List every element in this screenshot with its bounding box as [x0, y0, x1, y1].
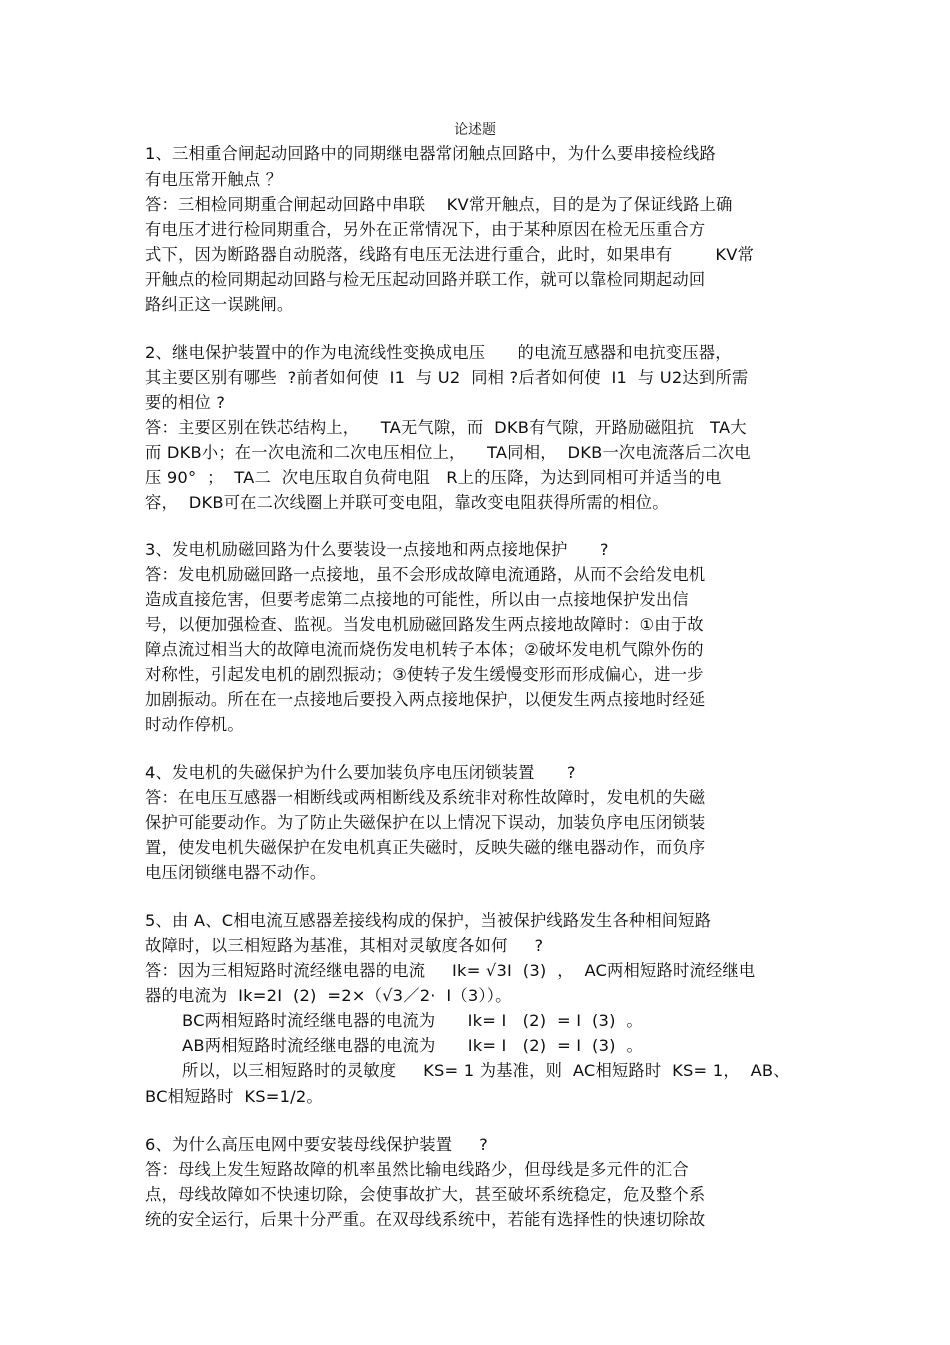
a1-line-5: 路纠正这一误跳闸。 [145, 295, 294, 314]
q2-line-3: 要的相位 ? [145, 393, 226, 412]
q1-line-2: 有电压常开触点 ？ [145, 170, 283, 189]
a4-line-4: 电压闭锁继电器不动作。 [145, 863, 327, 882]
a1-line-2: 有电压才进行检同期重合，另外在正常情况下，由于某种原因在检无压重合方 [145, 220, 706, 239]
a2-line-3: 压 90° ； TA二 次电压取自负荷电阻 R上的压降，为达到同相可并适当的电 [145, 468, 722, 487]
a2-line-1: 答：主要区别在铁芯结构上， TA无气隙，而 DKB有气隙，开路励磁阻抗 TA大 [145, 418, 747, 437]
a3-line-3: 号，以便加强检查、监视。当发电机励磁回路发生两点接地故障时：①由于故 [145, 615, 704, 634]
q5-line-1: 5、由 A、C相电流互感器差接线构成的保护，当被保护线路发生各种相间短路 [145, 911, 712, 930]
a5-line-2: 器的电流为 Ik=2I (2) =2×（√3／2· I（3））。 [145, 986, 512, 1005]
a4-line-3: 置，使发电机失磁保护在发电机真正失磁时，反映失磁的继电器动作，而负序 [145, 838, 706, 857]
a1-line-3: 式下，因为断路器自动脱落，线路有电压无法进行重合，此时，如果串有 KV常 [145, 245, 755, 264]
a4-line-2: 保护可能要动作。为了防止失磁保护在以上情况下误动，加装负序电压闭锁装 [145, 813, 706, 832]
a5-line-3: BC两相短路时流经继电器的电流为 Ik= I (2) = I (3) 。 [182, 1011, 643, 1030]
a5-line-4: AB两相短路时流经继电器的电流为 Ik= I (2) = I (3) 。 [182, 1036, 643, 1055]
a3-line-4: 障点流过相当大的故障电流而烧伤发电机转子本体；②破坏发电机气隙外伤的 [145, 640, 704, 659]
q4-line-1: 4、发电机的失磁保护为什么要加装负序电压闭锁装置 ? [145, 763, 576, 782]
document-title: 论述题 [454, 122, 496, 138]
a4-line-1: 答：在电压互感器一相断线或两相断线及系统非对称性故障时，发电机的失磁 [145, 788, 706, 807]
a6-line-1: 答：母线上发生短路故障的机率虽然比输电线路少，但母线是多元件的汇合 [145, 1160, 689, 1179]
a3-line-7: 时动作停机。 [145, 715, 244, 734]
a5-line-6: BC相短路时 KS=1/2。 [145, 1087, 323, 1106]
q6-line-1: 6、为什么高压电网中要安装母线保护装置 ? [145, 1135, 488, 1154]
q5-line-2: 故障时，以三相短路为基准，其相对灵敏度各如何 ? [145, 936, 544, 955]
a3-line-2: 造成直接危害，但要考虑第二点接地的可能性，所以由一点接地保护发出信 [145, 590, 689, 609]
q2-line-1: 2、继电保护装置中的作为电流线性变换成电压 的电流互感器和电抗变压器， [145, 343, 732, 362]
a6-line-2: 点，母线故障如不快速切除，会使事故扩大，甚至破坏系统稳定，危及整个系 [145, 1185, 706, 1204]
a2-line-4: 容， DKB可在二次线圈上并联可变电阻，靠改变电阻获得所需的相位。 [145, 493, 669, 512]
q2-line-2: 其主要区别有哪些 ?前者如何使 I1 与 U2 同相 ?后者如何使 I1 与 U2达到所需 [145, 368, 749, 387]
q1-line-1: 1、三相重合闸起动回路中的同期继电器常闭触点回路中，为什么要串接检线路 [145, 144, 716, 163]
a2-line-2: 而 DKB小；在一次电流和二次电压相位上， TA同相， DKB一次电流落后二次电 [145, 443, 751, 462]
a6-line-3: 统的安全运行，后果十分严重。在双母线系统中，若能有选择性的快速切除故 [145, 1210, 706, 1229]
a3-line-6: 加剧振动。所在在一点接地后要投入两点接地保护，以便发生两点接地时经延 [145, 690, 706, 709]
a1-line-1: 答：三相检同期重合闸起动回路中串联 KV常开触点，目的是为了保证线路上确 [145, 195, 733, 214]
a1-line-4: 开触点的检同期起动回路与检无压起动回路并联工作，就可以靠检同期起动回 [145, 270, 706, 289]
a5-line-1: 答：因为三相短路时流经继电器的电流 Ik= √3I (3) ， AC两相短路时流经继电 [145, 961, 756, 980]
a5-line-5: 所以，以三相短路时的灵敏度 KS= 1 为基准，则 AC相短路时 KS= 1， AB、 [182, 1061, 790, 1080]
q3-line-1: 3、发电机励磁回路为什么要装设一点接地和两点接地保护 ? [145, 540, 609, 559]
a3-line-1: 答：发电机励磁回路一点接地，虽不会形成故障电流通路，从而不会给发电机 [145, 565, 706, 584]
a3-line-5: 对称性，引起发电机的剧烈振动；③使转子发生缓慢变形而形成偏心，进一步 [145, 665, 704, 684]
